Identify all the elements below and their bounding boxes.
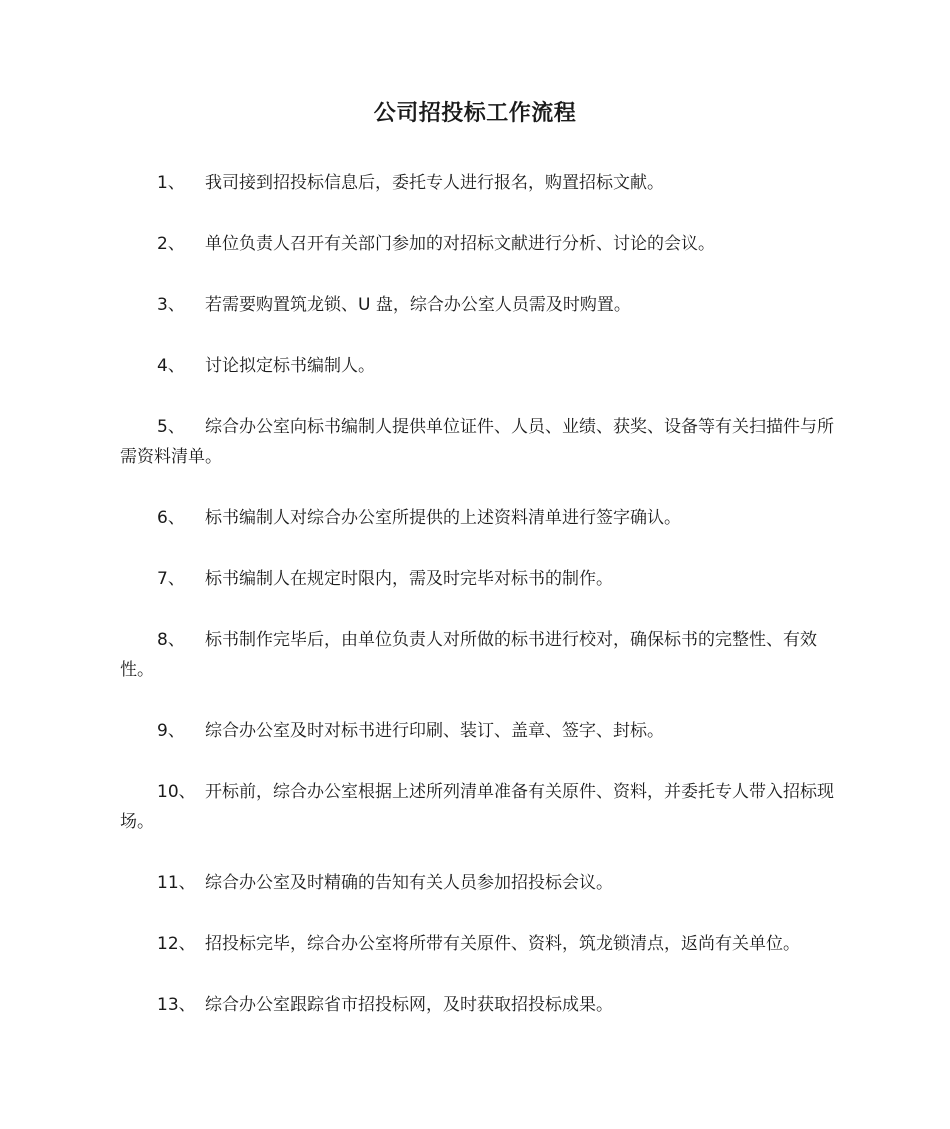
step-text: 综合办公室跟踪省市招投标网，及时获取招投标成果。 (205, 995, 613, 1015)
step-text: 综合办公室向标书编制人提供单位证件、人员、业绩、获奖、设备等有关扫描件与所需资料清单。 (120, 417, 834, 467)
step-text: 综合办公室及时对标书进行印刷、装订、盖章、签字、封标。 (205, 721, 664, 741)
step-text: 招投标完毕，综合办公室将所带有关原件、资料，筑龙锁清点，返尚有关单位。 (205, 934, 800, 954)
step-text: 综合办公室及时精确的告知有关人员参加招投标会议。 (205, 873, 613, 893)
step-text: 标书编制人对综合办公室所提供的上述资料清单进行签字确认。 (205, 508, 681, 528)
step-item (120, 351, 840, 381)
step-item (120, 503, 840, 533)
step-text: 若需要购置筑龙锁、U 盘，综合办公室人员需及时购置。 (205, 295, 631, 315)
step-item (120, 290, 840, 320)
step-number: 2、 (157, 234, 185, 254)
step-number: 6、 (157, 508, 185, 528)
step-number: 7、 (157, 569, 185, 589)
step-text: 标书编制人在规定时限内，需及时完毕对标书的制作。 (205, 569, 613, 589)
step-item (120, 168, 840, 198)
step-number: 12、 (157, 934, 196, 954)
step-item (120, 990, 840, 1020)
step-item (120, 412, 840, 472)
step-text: 开标前，综合办公室根据上述所列清单准备有关原件、资料，并委托专人带入招标现场。 (120, 782, 834, 832)
step-number: 10、 (157, 782, 196, 802)
step-number: 13、 (157, 995, 196, 1015)
step-number: 9、 (157, 721, 185, 741)
step-number: 8、 (157, 630, 185, 650)
step-text: 标书制作完毕后，由单位负责人对所做的标书进行校对，确保标书的完整性、有效性。 (120, 630, 817, 680)
step-text: 我司接到招投标信息后，委托专人进行报名，购置招标文献。 (205, 173, 664, 193)
step-item (120, 777, 840, 837)
process-steps-list (120, 168, 840, 1051)
document-title: 公司招投标工作流程 (373, 101, 577, 126)
step-item (120, 229, 840, 259)
step-number: 11、 (157, 873, 196, 893)
step-number: 3、 (157, 295, 185, 315)
step-text: 讨论拟定标书编制人。 (205, 356, 375, 376)
step-item (120, 716, 840, 746)
step-number: 4、 (157, 356, 185, 376)
step-text: 单位负责人召开有关部门参加的对招标文献进行分析、讨论的会议。 (205, 234, 715, 254)
step-item (120, 625, 840, 685)
step-item (120, 564, 840, 594)
step-number: 5、 (157, 417, 185, 437)
step-number: 1、 (157, 173, 185, 193)
step-item (120, 929, 840, 959)
step-item (120, 868, 840, 898)
